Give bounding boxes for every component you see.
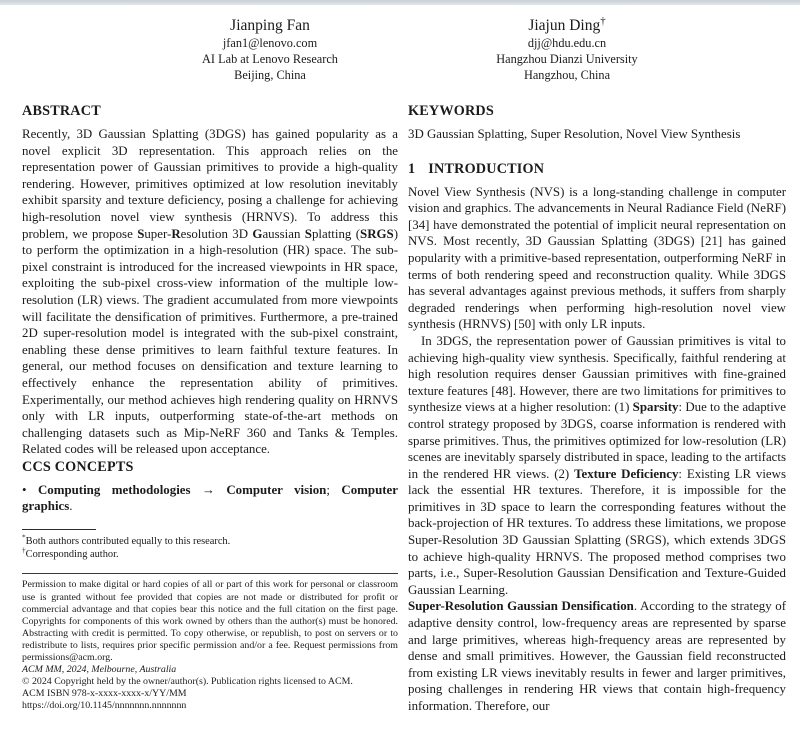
intro-paragraph-1: Novel View Synthesis (NVS) is a long-standing challenge in computer vision and graphics. The advancements in Neural Radiance Field (NeRF) [34] have demonstrated the potential of implicit neural representation on NVS. Most recently, 3D Gaussian Splatting (3DGS) [21] has gained popularity with a primitive-based representation, outperforming NeRF in terms of both rendering speed and reconstruction quality. While 3DGS has several advantages against previous methods, it suffers from sharply degraded renderings when performing high-resolution novel view synthesis (HRNVS) [50] with only LR inputs. bbox=[408, 184, 786, 332]
intro-paragraph-3: Super-Resolution Gaussian Densification. According to the strategy of adaptive density control, low-frequency areas are represented by sparse and large primitives, whereas high-frequency areas are represented by dense and small primitives. However, the Gaussian field reconstructed from existing LR views inevitably results in fewer and larger primitives, posing challenges in rendering HR views that contain high-frequency information. Therefore, our bbox=[408, 599, 786, 713]
copyright-line: © 2024 Copyright held by the owner/author(s). Publication rights licensed to ACM. bbox=[22, 676, 353, 688]
author-name: Jiajun Ding† bbox=[528, 14, 606, 34]
section-title: INTRODUCTION bbox=[428, 160, 545, 177]
permission-divider bbox=[22, 573, 398, 574]
right-column bbox=[408, 102, 786, 715]
author-city: Hangzhou, China bbox=[523, 67, 611, 82]
footnote-divider bbox=[22, 529, 96, 530]
introduction-heading bbox=[408, 160, 786, 178]
intro-paragraph-2: In 3DGS, the representation power of Gaussian primitives is vital to achieving high-quality view synthesis. Specifically, faithful rendering at high resolution requires denser Gaussian primitives with fine-grained texture features [48]. However, there are two limitations for primitives to synthesize views at a higher resolution: (1) Sparsity: Due to the adaptive control strategy proposed by 3DGS, coarse information is rendered with sparse primitives. Thus, the primitives optimized for low-resolution (LR) scenes are inevitably sparsely distributed in space, leading to the artifacts in the rendered HR views. (2) Texture Deficiency: Existing LR views lack the essential HR textures. Therefore, it is impossible for the primitives in 3D space to learn the corresponding features without the back-projection of HR textures. To address these limitations, we propose Super-Resolution 3D Gaussian Splatting (SRGS), which extends 3DGS to achieve high-quality HRNVS. The proposed method comprises two parts, i.e., Super-Resolution Gaussian Densification and Texture-Guided Gaussian Learning. bbox=[408, 333, 786, 597]
abstract-paragraph: Recently, 3D Gaussian Splatting (3DGS) has gained popularity as a novel explicit 3D representation. This approach relies on the representation power of Gaussian primitives to provide a high-quality rendering. However, primitives optimized at low resolution inevitably exhibit sparsity and texture deficiency, posing a challenge for achieving high-resolution novel view synthesis (HRNVS). To address this problem, we propose Super-Resolution 3D Gaussian Splatting (SRGS) to perform the optimization in a high-resolution (HR) space. The sub-pixel constraint is introduced for the increased viewpoints in HR space, exploiting the sub-pixel cross-view information of the multiple low-resolution (LR) views. The gradient accumulated from more viewpoints will facilitate the densification of primitives. Furthermore, a pre-trained 2D super-resolution model is integrated with the sub-pixel constraint, enabling these dense primitives to learn faithful texture features. In general, our method focuses on densification and texture learning to effectively enhance the representation ability of primitives. Experimentally, our method achieves high rendering quality on HRNVS only with LR inputs, outperforming state-of-the-art methods on challenging datasets such as Mip-NeRF 360 and Tanks & Temples. Related codes will be released upon acceptance. bbox=[22, 127, 399, 457]
ccs-heading: CCS CONCEPTS bbox=[22, 458, 134, 475]
abstract-heading: ABSTRACT bbox=[22, 103, 101, 119]
author-block-2 bbox=[452, 16, 682, 83]
two-column-body bbox=[0, 98, 800, 715]
keywords-text: 3D Gaussian Splatting, Super Resolution, Novel View Synthesis bbox=[408, 127, 741, 141]
author-block-1 bbox=[152, 16, 388, 83]
author-header bbox=[0, 5, 800, 98]
footnote-corresponding-author: †Corresponding author. bbox=[22, 546, 119, 561]
author-email[interactable]: djj@hdu.edu.cn bbox=[527, 36, 607, 50]
isbn-line: ACM ISBN 978-x-xxxx-xxxx-x/YY/MM bbox=[22, 688, 187, 700]
keywords-heading: KEYWORDS bbox=[408, 103, 494, 119]
author-city: Beijing, China bbox=[234, 67, 306, 82]
venue-line: ACM MM, 2024, Melbourne, Australia bbox=[22, 664, 177, 676]
ccs-paragraph: • Computing methodologies → Computer vision; Computer graphics. bbox=[22, 482, 398, 514]
author-affiliation: Hangzhou Dianzi University bbox=[496, 51, 638, 66]
author-name: Jianping Fan bbox=[230, 17, 310, 34]
section-number: 1 bbox=[408, 160, 416, 177]
permission-text: Permission to make digital or hard copies of all or part of this work for personal or classroom use is granted without fee provided that copies are not made or distributed for profit or commercial advantage and that copies bear this notice and the full citation on the first page. Copyrights for components of this work owned by others than the author(s) must be honored. Abstracting with credit is permitted. To copy otherwise, or republish, to post on servers or to redistribute to lists, requires prior specific permission and/or a fee. Request permissions from permissions@acm.org. bbox=[22, 579, 398, 664]
left-column bbox=[22, 102, 398, 715]
author-affiliation: AI Lab at Lenovo Research bbox=[202, 51, 338, 66]
doi-link[interactable]: https://doi.org/10.1145/nnnnnnn.nnnnnnn bbox=[22, 700, 187, 712]
footnote-equal-contribution: *Both authors contributed equally to this research. bbox=[22, 533, 231, 548]
author-email[interactable]: jfan1@lenovo.com bbox=[222, 36, 318, 50]
